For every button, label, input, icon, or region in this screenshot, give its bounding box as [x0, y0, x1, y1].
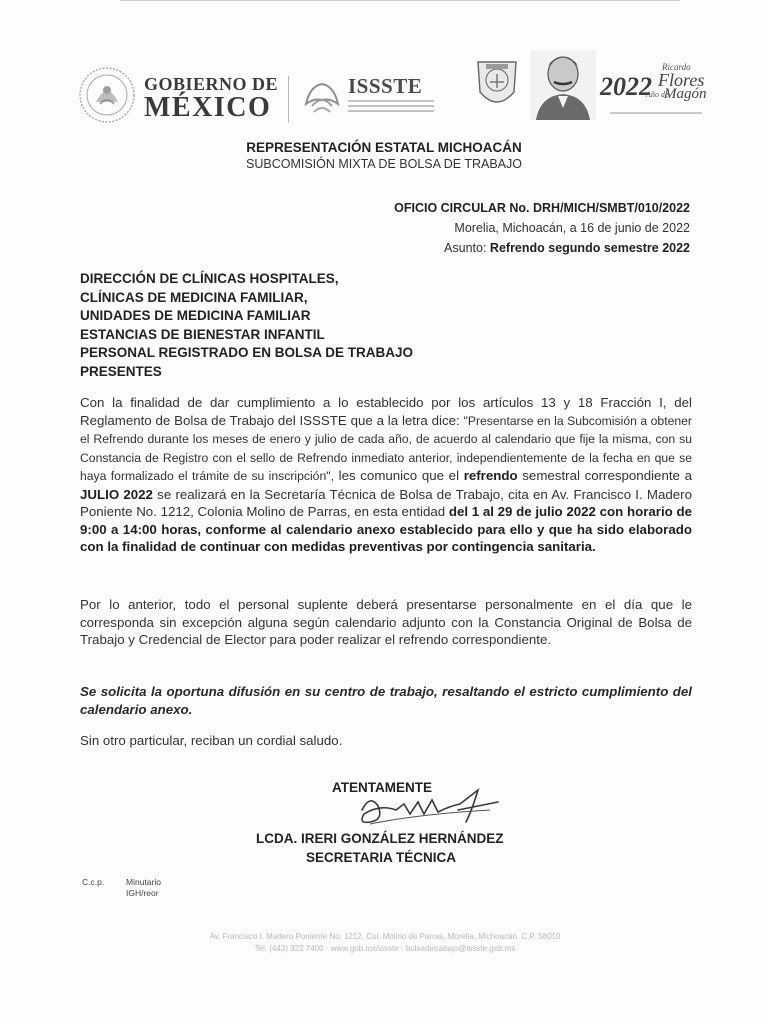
year-label: 2022 — [600, 72, 652, 101]
issste-label: ISSSTE — [348, 74, 423, 98]
addressees-block — [80, 270, 413, 382]
ccp-line: IGH/reor — [126, 888, 159, 898]
place-date: Morelia, Michoacán, a 16 de junio de 2022 — [454, 221, 690, 235]
representacion-title: REPRESENTACIÓN ESTATAL MICHOACÁN — [246, 140, 522, 155]
body-paragraph-4: Sin otro particular, reciban un cordial saludo. — [80, 733, 343, 748]
reference-block — [394, 198, 690, 258]
subject-line — [394, 238, 690, 258]
year-name-main-2: Magón — [664, 86, 707, 102]
p1-text-b: les comunico que el — [333, 468, 464, 483]
p1-text-d: se realizará en la Secretaría Técnica de Bolsa de Trabajo, cita en Av. Francisco I. Madero Poniente No. 1212, Colonia Molino de Parras, en esta entidad — [80, 486, 692, 519]
year-name-small-2: Año de — [646, 90, 669, 99]
closing-label: ATENTAMENTE — [332, 780, 432, 795]
subcomision-subtitle: SUBCOMISIÓN MIXTA DE BOLSA DE TRABAJO — [246, 157, 522, 171]
addressee-line: CLÍNICAS DE MEDICINA FAMILIAR, — [80, 289, 308, 305]
sindicato-seal-icon — [474, 54, 520, 114]
body-paragraph-3: Se solicita la oportuna difusión en su centro de trabajo, resaltando el estricto cumplimiento del calendario anexo. — [80, 684, 692, 717]
issste-logo — [300, 74, 440, 124]
signer-role: SECRETARIA TÉCNICA — [306, 850, 457, 865]
year-name-small: Ricardo — [662, 62, 691, 72]
issste-tagline-lines — [348, 100, 434, 115]
addressee-line: PERSONAL REGISTRADO EN BOLSA DE TRABAJO — [80, 345, 414, 361]
subject-value: Refrendo segundo semestre 2022 — [489, 241, 690, 255]
addressee-line: DIRECCIÓN DE CLÍNICAS HOSPITALES, — [80, 271, 339, 286]
handwritten-signature — [340, 780, 510, 838]
year-name-main: Flores — [658, 70, 705, 90]
p1-bold-schedule: del 1 al 29 de julio 2022 con horario de 9:00 a 14:00 horas, conforme al calendario anexo establecido para ello y que ha sido elaborado con la finalidad de continuar con medidas preventivas por contingencia sanitaria. — [80, 504, 693, 554]
ricardo-flores-magon-portrait — [530, 50, 596, 120]
gobierno-de-mexico-logo — [78, 66, 278, 126]
p1-quote: "Presentarse en la Subcomisión a obtener el Refrendo durante los meses de enero y julio de cada año, de acuerdo al calendario que fije la misma, con su Constancia de Registro con el sello de Refrendo inmediato anterior, independientemente de la fecha en que se haya formalizado el trámite de su inscripción", — [80, 413, 692, 483]
oficio-number: OFICIO CIRCULAR No. DRH/MICH/SMBT/010/2022 — [394, 201, 690, 215]
addressee-line: ESTANCIAS DE BIENESTAR INFANTIL — [80, 326, 325, 342]
year-branding — [600, 62, 707, 122]
footer-address: Av. Francisco I. Madero Poniente No. 1212, Col. Molino de Parras, Morelia, Michoacán. C.P. 58010 — [209, 932, 561, 941]
subject-label: Asunto: — [444, 241, 487, 255]
p1-intro: Con la finalidad de dar cumplimiento a lo establecido por los artículos 13 y 18 Fracción I, del Reglamento de Bolsa de Trabajo del ISSSTE que a la letra dice: — [80, 395, 692, 428]
body-paragraph-1 — [80, 394, 692, 556]
scan-edge-line — [120, 0, 680, 1]
gobierno-label: GOBIERNO DE — [144, 74, 279, 94]
body-paragraph-2: Por lo anterior, todo el personal suplente deberá presentarse personalmente en el día que le corresponda sin excepción alguna según calendario adjunto con la Constancia Original de Bolsa de Trabajo y Credencial de Elector para poder realizar el refrendo correspondiente. — [80, 597, 692, 647]
p1-bold-month: JULIO 2022 — [80, 486, 153, 502]
ccp-lines — [126, 877, 161, 899]
mexico-label: MÉXICO — [144, 92, 272, 123]
logo-divider — [288, 76, 289, 122]
p1-bold-refrendo: refrendo — [463, 468, 518, 483]
mexico-seal-icon — [78, 66, 136, 124]
year-tagline-line — [610, 112, 702, 114]
p1-text-c: semestral correspondiente a — [517, 468, 692, 483]
addressee-line: UNIDADES DE MEDICINA FAMILIAR — [80, 308, 311, 324]
signer-name: LCDA. IRERI GONZÁLEZ HERNÁNDEZ — [256, 831, 504, 846]
ccp-label: C.c.p. — [82, 877, 105, 887]
addressee-line: PRESENTES — [80, 363, 162, 379]
letterhead — [78, 48, 707, 132]
issste-emblem-icon — [300, 74, 344, 118]
footer-contact: Tel. (443) 322 7400 · www.gob.mx/issste · bolsadetrabajo@issste.gob.mx — [254, 944, 516, 953]
ccp-line: Minutario — [126, 877, 161, 887]
